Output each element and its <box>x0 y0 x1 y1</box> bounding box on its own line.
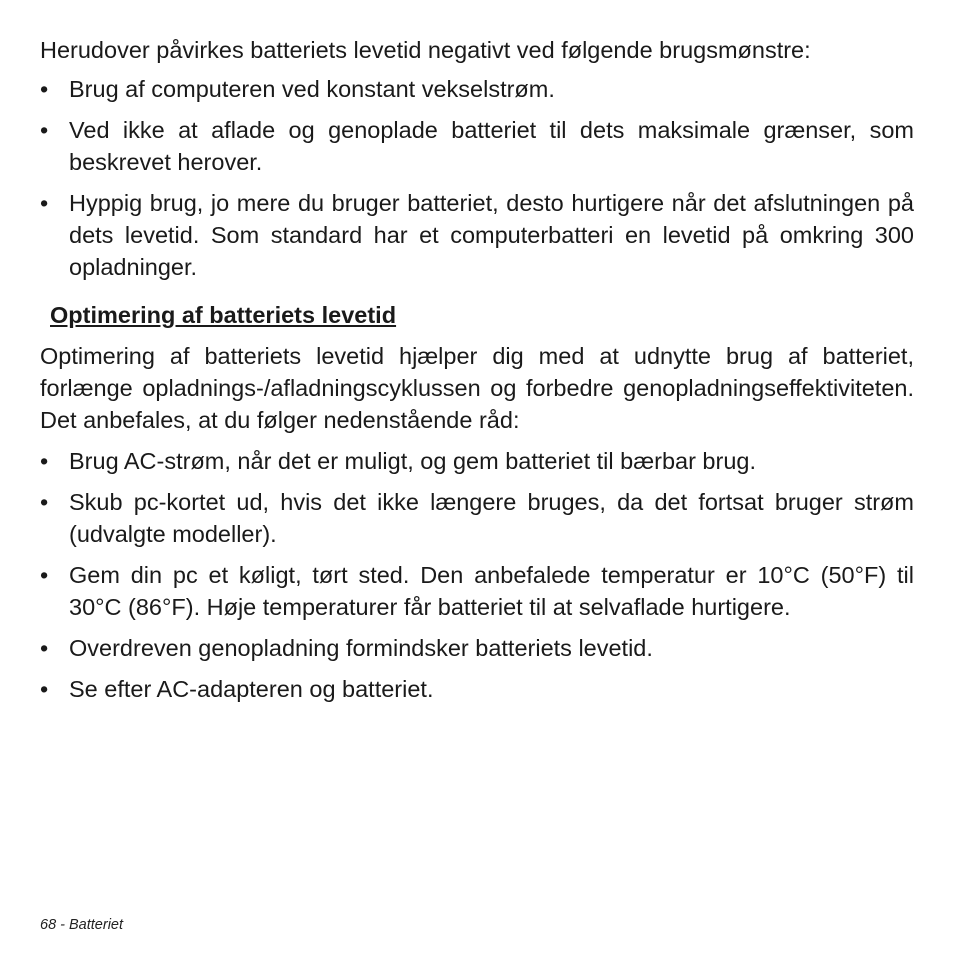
list-item-text: Hyppig brug, jo mere du bruger batteriet, desto hurtigere når det afslutningen på dets levetid. Som standard har et computerbatteri en levetid på omkring 300 opladninger. <box>69 190 914 280</box>
bullet-icon: • <box>40 489 49 515</box>
page-footer: 68 - Batteriet <box>40 917 124 933</box>
section-heading: Optimering af batteriets levetid <box>50 302 397 328</box>
list-item <box>40 187 914 283</box>
bullet-icon: • <box>40 117 49 143</box>
list-item <box>40 632 914 664</box>
list-item-text: Overdreven genopladning formindsker batteriets levetid. <box>69 635 653 661</box>
list-item <box>40 673 914 705</box>
list-item <box>40 445 914 477</box>
list-item-text: Se efter AC-adapteren og batteriet. <box>69 676 434 702</box>
section-paragraph: Optimering af batteriets levetid hjælper dig med at udnytte brug af batteriet, forlænge opladnings-/afladningscyklussen og forbedre genopladningseffektiviteten. Det anbefales, at du følger nedenstående råd: <box>40 343 914 433</box>
list-item-text: Gem din pc et køligt, tørt sted. Den anbefalede temperatur er 10°C (50°F) til 30°C (86°F). Høje temperaturer får batteriet til at selvaflade hurtigere. <box>69 562 914 620</box>
document-page <box>40 34 914 714</box>
list-item <box>40 73 914 105</box>
intro-text: Herudover påvirkes batteriets levetid negativt ved følgende brugsmønstre: <box>40 37 811 63</box>
bullet-icon: • <box>40 562 49 588</box>
bullet-icon: • <box>40 635 49 661</box>
bullet-icon: • <box>40 190 49 216</box>
list-item <box>40 114 914 178</box>
list-item <box>40 559 914 623</box>
list-item <box>40 486 914 550</box>
bullet-icon: • <box>40 448 49 474</box>
tips-list <box>40 445 914 705</box>
list-item-text: Skub pc-kortet ud, hvis det ikke længere bruges, da det fortsat bruger strøm (udvalgte modeller). <box>69 489 914 547</box>
usage-pattern-list <box>40 73 914 283</box>
list-item-text: Ved ikke at aflade og genoplade batteriet til dets maksimale grænser, som beskrevet herover. <box>69 117 914 175</box>
list-item-text: Brug af computeren ved konstant vekselstrøm. <box>69 76 555 102</box>
list-item-text: Brug AC-strøm, når det er muligt, og gem batteriet til bærbar brug. <box>69 448 756 474</box>
bullet-icon: • <box>40 76 49 102</box>
bullet-icon: • <box>40 676 49 702</box>
